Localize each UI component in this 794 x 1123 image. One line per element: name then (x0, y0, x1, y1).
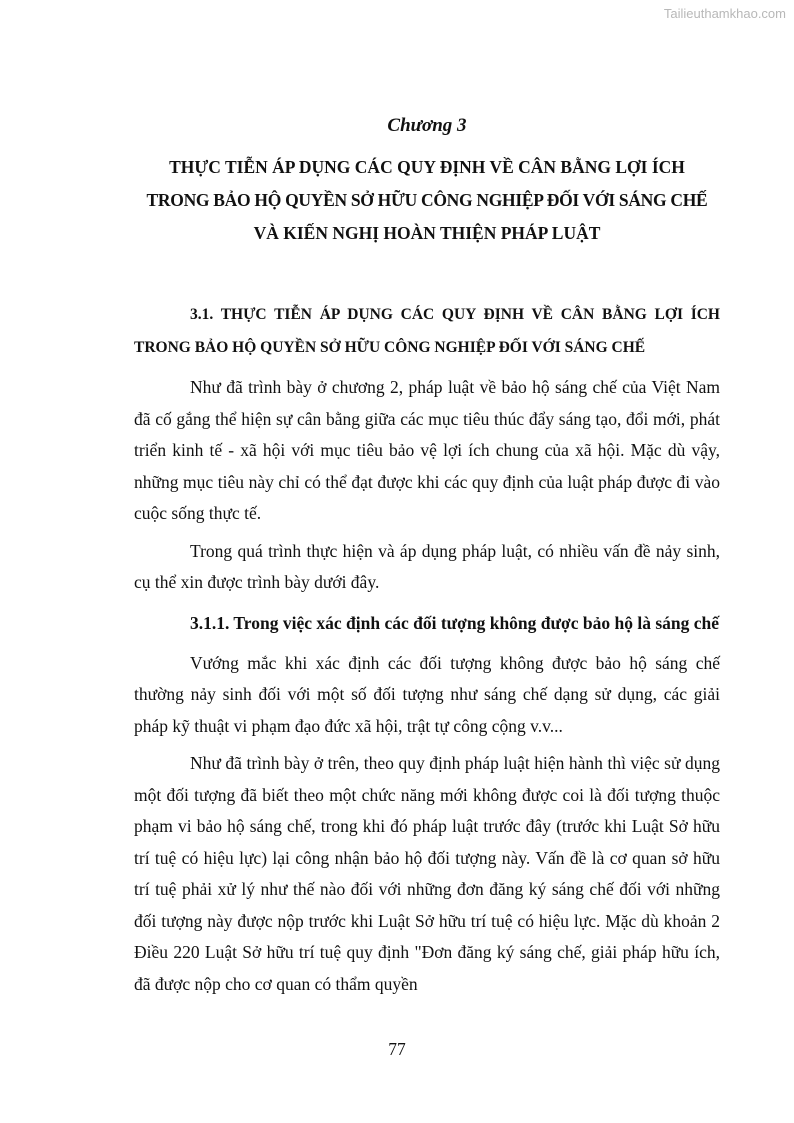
paragraph: Như đã trình bày ở trên, theo quy định pháp luật hiện hành thì việc sử dụng một đối tượng đã biết theo một chức năng mới không được coi là đối tượng thuộc phạm vi bảo hộ sáng chế, trong khi đó pháp luật trước đây (trước khi Luật Sở hữu trí tuệ có hiệu lực) lại công nhận bảo hộ đối tượng này. Vấn đề là cơ quan sở hữu trí tuệ phải xử lý như thế nào đối với những đơn đăng ký sáng chế đối với những đối tượng này được nộp trước khi Luật Sở hữu trí tuệ có hiệu lực. Mặc dù khoản 2 Điều 220 Luật Sở hữu trí tuệ quy định "Đơn đăng ký sáng chế, giải pháp hữu ích, đã được nộp cho cơ quan có thẩm quyền (134, 753, 720, 994)
chapter-title-line-2: TRONG BẢO HỘ QUYỀN SỞ HỮU CÔNG NGHIỆP ĐỐI VỚI SÁNG CHẾ (146, 190, 708, 210)
page-number: 77 (388, 1039, 406, 1059)
document-page (134, 115, 720, 1006)
section-heading-3-1: 3.1. THỰC TIỄN ÁP DỤNG CÁC QUY ĐỊNH VỀ CÂN BẰNG LỢI ÍCH TRONG BẢO HỘ QUYỀN SỞ HỮU CÔNG NGHIỆP ĐỐI VỚI SÁNG CHẾ (134, 306, 720, 356)
chapter-label: Chương 3 (387, 115, 467, 136)
paragraph: Vướng mắc khi xác định các đối tượng không được bảo hộ sáng chế thường nảy sinh đối với một số đối tượng như sáng chế dạng sử dụng, các giải pháp kỹ thuật vi phạm đạo đức xã hội, trật tự công cộng v.v... (134, 652, 720, 736)
chapter-title-line-1: THỰC TIỄN ÁP DỤNG CÁC QUY ĐỊNH VỀ CÂN BẰNG LỢI ÍCH (169, 157, 685, 177)
paragraph: Như đã trình bày ở chương 2, pháp luật về bảo hộ sáng chế của Việt Nam đã cố gắng thể hiện sự cân bằng giữa các mục tiêu thúc đẩy sáng tạo, đổi mới, phát triển kinh tế - xã hội với mục tiêu bảo vệ lợi ích chung của xã hội. Mặc dù vậy, những mục tiêu này chỉ có thể đạt được khi các quy định của luật pháp được đi vào cuộc sống thực tế. (134, 377, 720, 523)
watermark: Tailieuthamkhao.com (663, 6, 786, 21)
paragraph: Trong quá trình thực hiện và áp dụng pháp luật, có nhiều vấn đề nảy sinh, cụ thể xin được trình bày dưới đây. (134, 540, 720, 592)
chapter-title-line-3: VÀ KIẾN NGHỊ HOÀN THIỆN PHÁP LUẬT (253, 223, 601, 243)
section-heading-3-1-1: 3.1.1. Trong việc xác định các đối tượng không được bảo hộ là sáng chế (190, 612, 719, 633)
